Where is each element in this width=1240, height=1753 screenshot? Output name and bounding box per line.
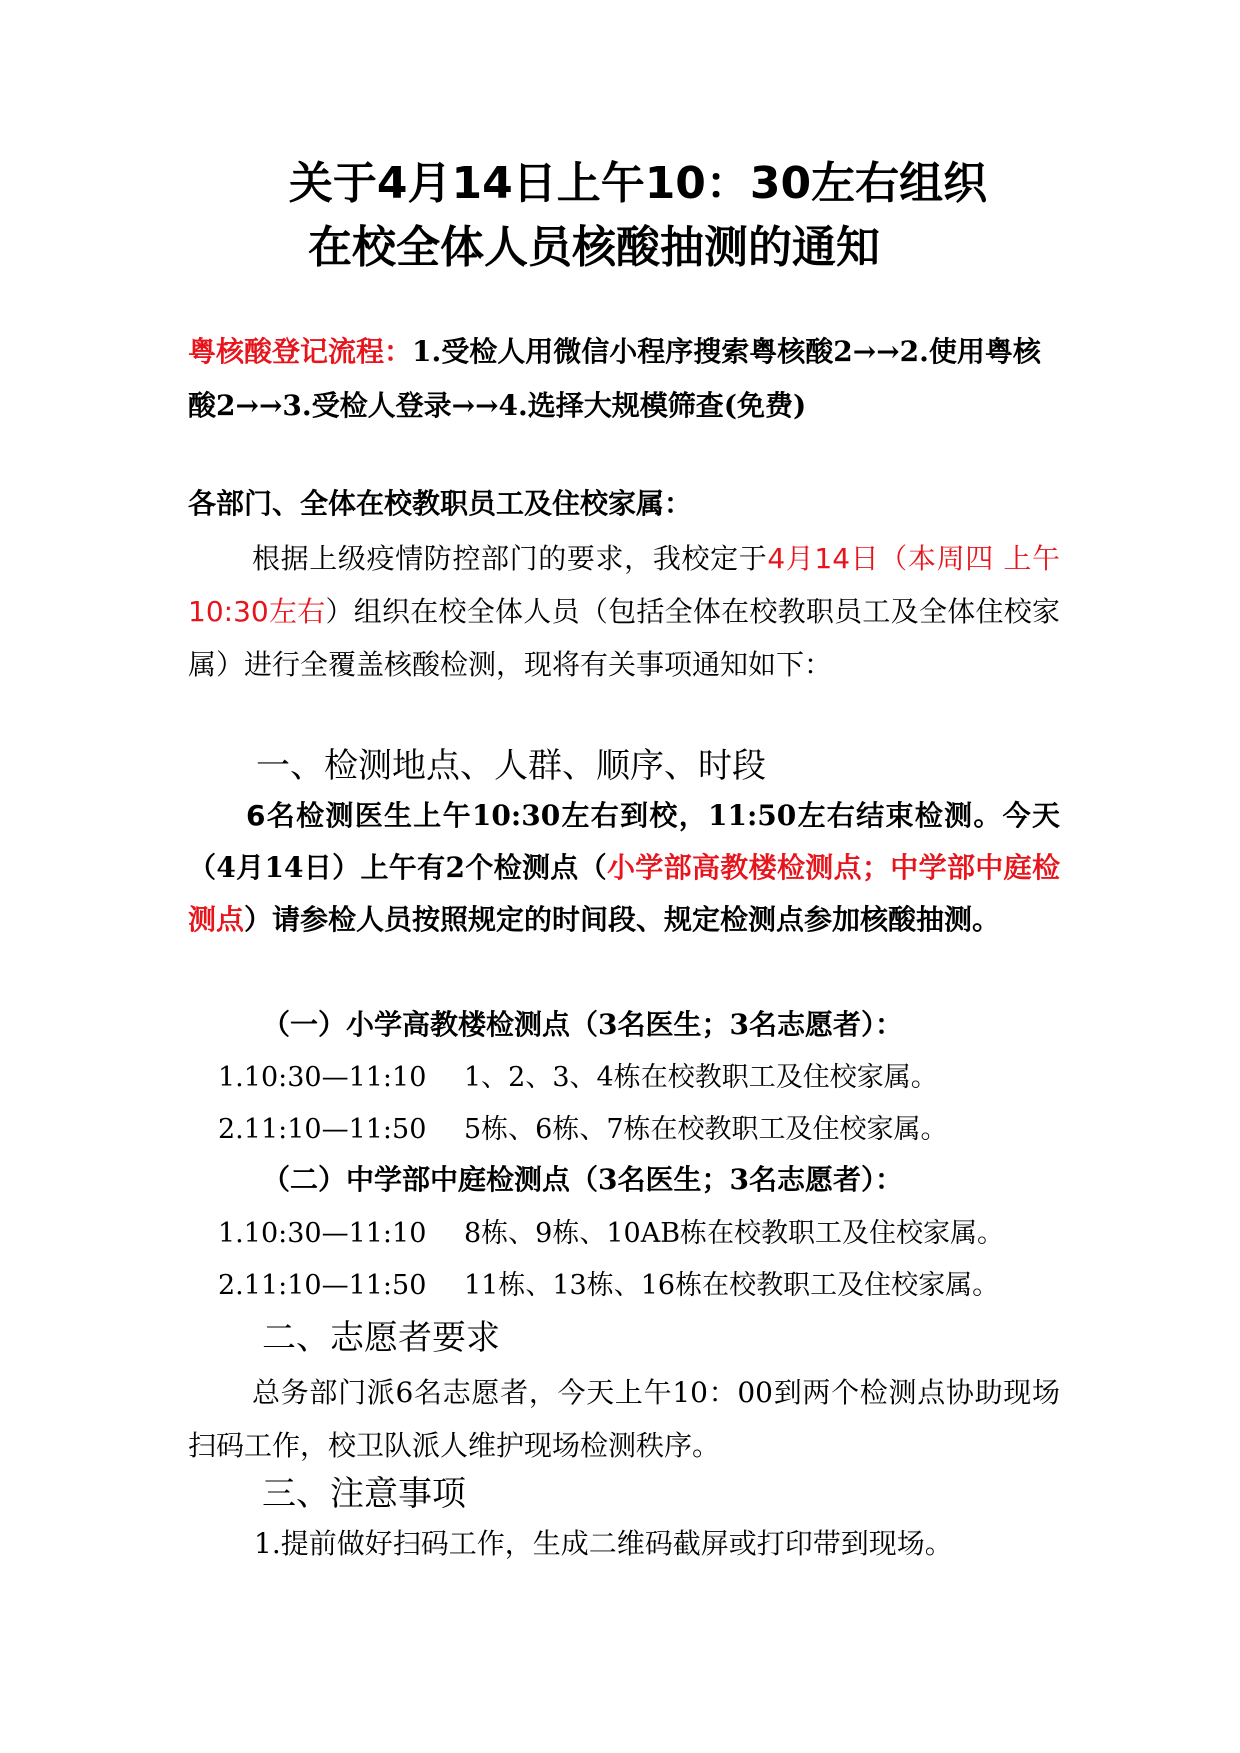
subsection-primary-site: （一）小学高教楼检测点（3名医生；3名志愿者）： xyxy=(262,1008,903,1041)
intro-date-highlight: 4月14日（本周四 上午10:30左右 xyxy=(188,542,1060,628)
registration-flow xyxy=(188,325,1068,433)
detection-text-start: 检测医生上午10:30左右到校，11:50左右结束检测。今天（4月14日）上午有2个检测点（ xyxy=(188,799,1060,884)
time-slot-desc: 5栋、6栋、7栋在校教职工及住校家属。 xyxy=(464,1114,948,1145)
detection-doctor-count: 6名 xyxy=(246,799,297,832)
time-slot-time: 2.11:10—11:50 xyxy=(218,1270,427,1301)
notice-title-line-1: 关于4月14日上午10：30左右组织 xyxy=(288,158,988,209)
time-slot-desc: 11栋、13栋、16栋在校教职工及住校家属。 xyxy=(464,1270,1000,1301)
time-slot-time: 1.10:30—11:10 xyxy=(218,1062,427,1093)
detection-text-end: ）请参检人员按照规定的时间段、规定检测点参加核酸抽测。 xyxy=(244,903,1001,936)
intro-paragraph xyxy=(188,532,1060,691)
registration-flow-steps: 1.受检人用微信小程序搜索粤核酸2→→2.使用粤核酸2→→3.受检人登录→→4.选择大规模筛查(免费) xyxy=(188,335,1041,422)
secondary-site-highlight: 中学部中庭检测点 xyxy=(188,851,1060,936)
primary-site-highlight: 小学部高教楼检测点； xyxy=(606,851,890,884)
notice-title-line-2: 在校全体人员核酸抽测的通知 xyxy=(308,222,880,273)
time-slot-row xyxy=(218,1056,938,1100)
detection-paragraph xyxy=(188,790,1060,946)
section-heading-notes: 三、注意事项 xyxy=(262,1474,466,1514)
time-slot-desc: 8栋、9栋、10AB栋在校教职工及住校家属。 xyxy=(464,1218,1005,1249)
time-slot-row xyxy=(218,1212,1004,1256)
time-slot-row xyxy=(218,1264,999,1308)
addressee-line: 各部门、全体在校教职员工及住校家属： xyxy=(188,487,693,520)
time-slot-row xyxy=(218,1108,948,1152)
intro-text-end: ）组织在校全体人员（包括全体在校教职员工及全体住校家属）进行全覆盖核酸检测，现将有关事项通知如下： xyxy=(188,595,1060,681)
time-slot-time: 1.10:30—11:10 xyxy=(218,1218,427,1249)
note-item: 1.提前做好扫码工作，生成二维码截屏或打印带到现场。 xyxy=(254,1527,953,1560)
time-slot-time: 2.11:10—11:50 xyxy=(218,1114,427,1145)
registration-flow-label: 粤核酸登记流程： xyxy=(188,335,413,368)
subsection-secondary-site: （二）中学部中庭检测点（3名医生；3名志愿者）： xyxy=(262,1163,903,1196)
intro-text-start: 根据上级疫情防控部门的要求，我校定于 xyxy=(252,542,768,575)
section-heading-locations: 一、检测地点、人群、顺序、时段 xyxy=(256,746,766,786)
time-slot-desc: 1、2、3、4栋在校教职工及住校家属。 xyxy=(464,1062,938,1093)
volunteer-paragraph: 总务部门派6名志愿者，今天上午10：00到两个检测点协助现场扫码工作，校卫队派人维护现场检测秩序。 xyxy=(188,1376,1060,1462)
section-heading-volunteers: 二、志愿者要求 xyxy=(262,1318,500,1358)
